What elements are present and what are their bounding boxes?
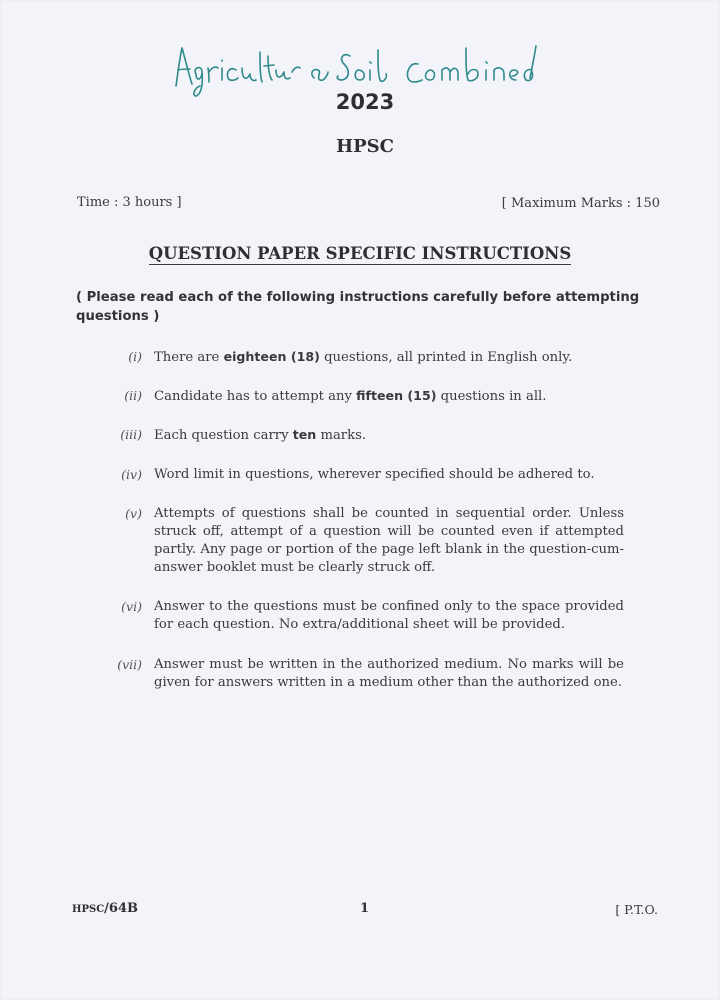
instruction-text-end: marks.: [316, 428, 367, 443]
read-instructions-note: ( Please read each of the following instructions carefully before attempting questions ): [76, 290, 640, 324]
instruction-text-start: Attempts of questions shall be counted in sequential order. Unless struck off, attempt of a question will be counted even if attempted partly. Any page or portion of the page left blank in the question-cum-answer booklet must be clearly struck off.: [154, 506, 624, 575]
question-paper-page: [2, 2, 718, 998]
instruction-number: (v): [125, 506, 142, 521]
instruction-emphasis: eighteen (18): [223, 349, 320, 364]
instruction-number: (ii): [124, 388, 142, 403]
instruction-text-start: Answer must be written in the authorized medium. No marks will be given for answers written in a medium other than the authorized one.: [154, 657, 624, 690]
instruction-text: [154, 348, 624, 367]
instruction-text: [154, 598, 624, 634]
instruction-number: (vii): [117, 657, 142, 672]
instruction-text-start: Candidate has to attempt any: [154, 389, 357, 404]
instruction-emphasis: fifteen (15): [356, 388, 437, 403]
page-number: 1: [360, 901, 370, 916]
heading-text: QUESTION PAPER SPECIFIC INSTRUCTIONS: [148, 244, 572, 263]
instruction-text: [154, 387, 624, 406]
pto-label: [ P.T.O.: [615, 902, 658, 917]
maximum-marks: [ Maximum Marks : 150: [501, 196, 660, 211]
instruction-number: (vi): [121, 599, 142, 614]
instruction-text-end: questions, all printed in English only.: [319, 350, 573, 365]
exam-year: 2023: [335, 90, 395, 114]
instruction-text: [154, 426, 624, 445]
commission-name: HPSC: [336, 136, 394, 157]
instruction-text-start: Word limit in questions, wherever specified should be adhered to.: [154, 467, 595, 482]
instruction-text-start: Answer to the questions must be confined only to the space provided for each question. No extra/additional sheet will be provided.: [154, 599, 624, 632]
paper-code-prefix: HPSC: [72, 904, 105, 915]
time-allowed: Time : 3 hours ]: [77, 195, 182, 210]
instruction-number: (iii): [120, 427, 142, 442]
instructions-heading: [2, 244, 718, 263]
instruction-text: [154, 656, 624, 692]
paper-code-suffix: /64B: [104, 901, 138, 916]
instruction-text: [154, 466, 624, 484]
instruction-text-start: Each question carry: [154, 428, 293, 443]
instruction-emphasis: ten: [292, 427, 317, 442]
instruction-text-start: There are: [154, 350, 224, 365]
instruction-number: (iv): [121, 467, 142, 482]
instruction-number: (i): [128, 349, 142, 364]
paper-code: [72, 901, 138, 916]
instruction-text-end: questions in all.: [436, 389, 547, 404]
instruction-text: [154, 505, 624, 577]
